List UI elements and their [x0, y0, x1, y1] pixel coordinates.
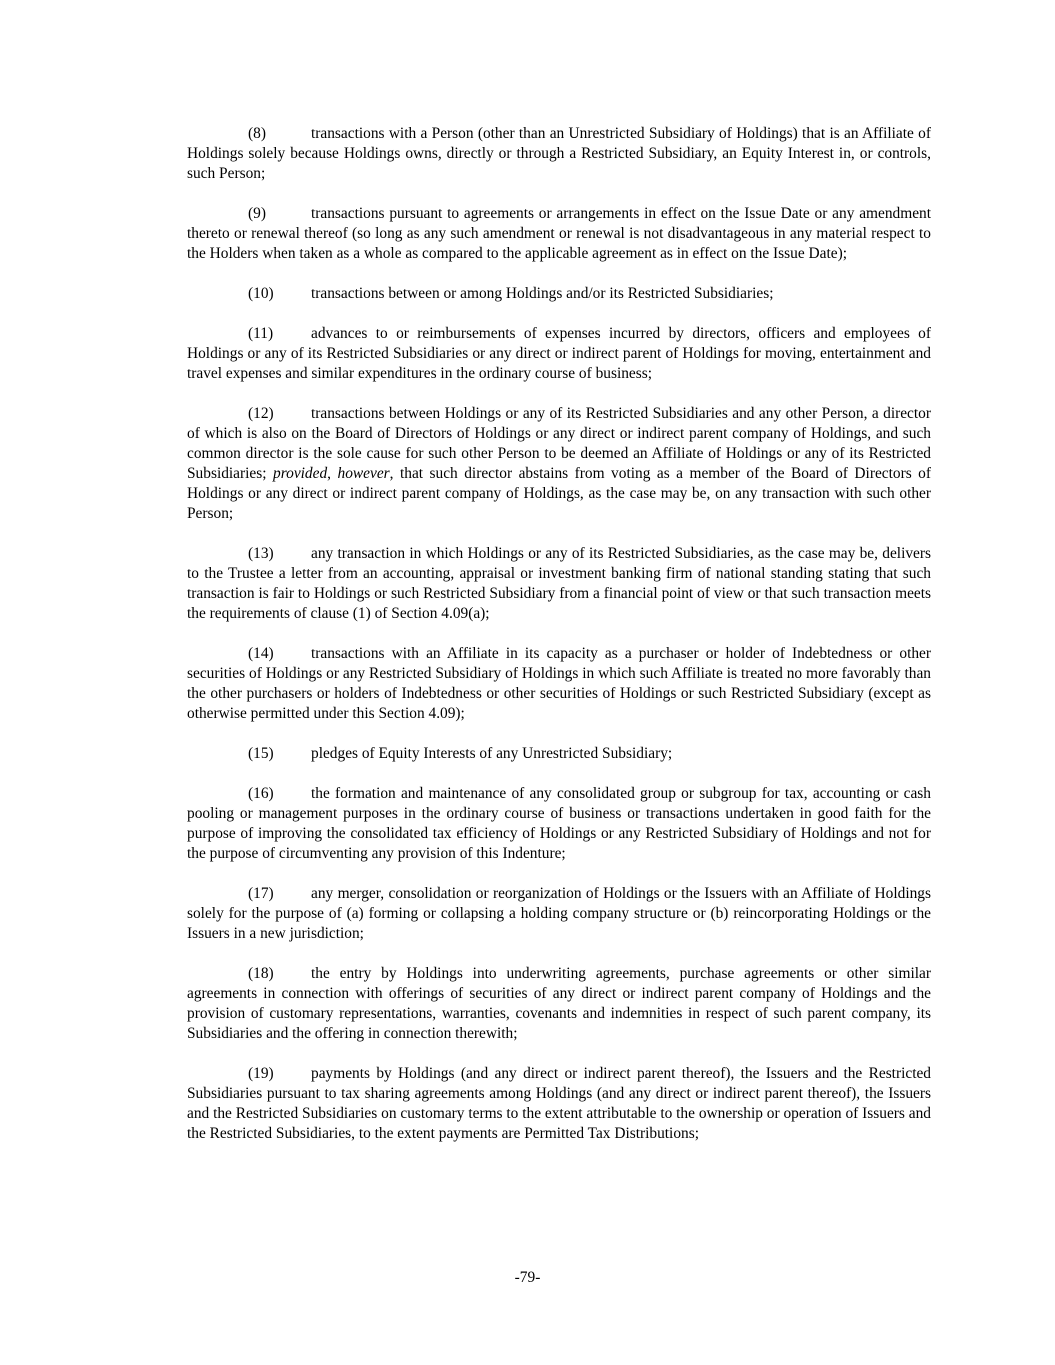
clause-13	[187, 544, 931, 624]
clause-12	[187, 404, 931, 524]
clause-17	[187, 884, 931, 944]
clause-16	[187, 784, 931, 864]
clause-italic-however: however	[337, 465, 390, 482]
clause-text: transactions with an Affiliate in its capacity as a purchaser or holder of Indebtedness or other securities of Holdings or any Restricted Subsidiary of Holdings in which such Affiliate is treated no more favorably than the other purchasers or holders of Indebtedness or other securities of Holdings or such Restricted Subsidiary (except as otherwise permitted under this Section 4.09);	[187, 645, 931, 722]
clause-text: transactions pursuant to agreements or arrangements in effect on the Issue Date or any amendment thereto or renewal thereof (so long as any such amendment or renewal is not disadvantageous in any material respect to the Holders when taken as a whole as compared to the applicable agreement as in effect on the Issue Date);	[187, 205, 931, 262]
clause-number: (8)	[248, 125, 266, 142]
clause-9	[187, 204, 931, 264]
clause-number: (13)	[248, 545, 274, 562]
clause-separator: ,	[327, 465, 338, 482]
clause-18	[187, 964, 931, 1044]
clause-text: the formation and maintenance of any consolidated group or subgroup for tax, accounting or cash pooling or management purposes in the ordinary course of business or transactions undertaken in good faith for the purpose of improving the consolidated tax efficiency of Holdings or any Restricted Subsidiary of Holdings and not for the purpose of circumventing any provision of this Indenture;	[187, 785, 931, 862]
clause-15	[187, 744, 931, 764]
clause-text-part-a: transactions between Holdings or any of its Restricted Subsidiaries and any other Person, a director of which is also on the Board of Directors of Holdings or any direct or indirect parent company of Holdings, and such common director is the sole cause for such other Person to be deemed an Affiliate of Holdings or any of its Restricted Subsidiaries;	[187, 405, 931, 482]
clause-number: (15)	[248, 745, 274, 762]
clause-text: payments by Holdings (and any direct or indirect parent thereof), the Issuers and the Restricted Subsidiaries pursuant to tax sharing agreements among Holdings (and any direct or indirect parent thereof), the Issuers and the Restricted Subsidiaries on customary terms to the extent attributable to the ownership or operation of Issuers and the Restricted Subsidiaries, to the extent payments are Permitted Tax Distributions;	[187, 1065, 931, 1142]
clause-text: advances to or reimbursements of expenses incurred by directors, officers and employees of Holdings or any of its Restricted Subsidiaries or any direct or indirect parent of Holdings for moving, entertainment and travel expenses and similar expenditures in the ordinary course of business;	[187, 325, 931, 382]
clause-text: the entry by Holdings into underwriting agreements, purchase agreements or other similar agreements in connection with offerings of securities of any direct or indirect parent company of Holdings and the provision of customary representations, warranties, covenants and indemnities in respect of such parent company, its Subsidiaries and the offering in connection therewith;	[187, 965, 931, 1042]
page-number: -79-	[514, 1269, 541, 1286]
clause-11	[187, 324, 931, 384]
clause-text: transactions with a Person (other than an Unrestricted Subsidiary of Holdings) that is an Affiliate of Holdings solely because Holdings owns, directly or through a Restricted Subsidiary, an Equity Interest in, or controls, such Person;	[187, 125, 931, 182]
clause-number: (18)	[248, 965, 274, 982]
clause-text-part-b: , that such director abstains from voting as a member of the Board of Directors of Holdings or any direct or indirect parent company of Holdings, as the case may be, on any transaction with such other Person;	[187, 465, 931, 522]
clause-number: (10)	[248, 285, 274, 302]
document-body	[187, 124, 931, 1144]
clause-number: (19)	[248, 1065, 274, 1082]
clause-number: (11)	[248, 325, 274, 342]
clause-14	[187, 644, 931, 724]
clause-number: (12)	[248, 405, 274, 422]
clause-8	[187, 124, 931, 184]
clause-italic-provided: provided	[273, 465, 328, 482]
clause-number: (17)	[248, 885, 274, 902]
clause-text: any merger, consolidation or reorganization of Holdings or the Issuers with an Affiliate of Holdings solely for the purpose of (a) forming or collapsing a holding company structure or (b) reincorporating Holdings or the Issuers in a new jurisdiction;	[187, 885, 931, 942]
clause-text: any transaction in which Holdings or any of its Restricted Subsidiaries, as the case may be, delivers to the Trustee a letter from an accounting, appraisal or investment banking firm of national standing stating that such transaction is fair to Holdings or such Restricted Subsidiary from a financial point of view or that such transaction meets the requirements of clause (1) of Section 4.09(a);	[187, 545, 931, 622]
clause-text: pledges of Equity Interests of any Unrestricted Subsidiary;	[311, 745, 673, 762]
clause-text: transactions between or among Holdings and/or its Restricted Subsidiaries;	[311, 285, 774, 302]
clause-number: (16)	[248, 785, 274, 802]
clause-number: (9)	[248, 205, 266, 222]
clause-10	[187, 284, 931, 304]
clause-19	[187, 1064, 931, 1144]
clause-number: (14)	[248, 645, 274, 662]
